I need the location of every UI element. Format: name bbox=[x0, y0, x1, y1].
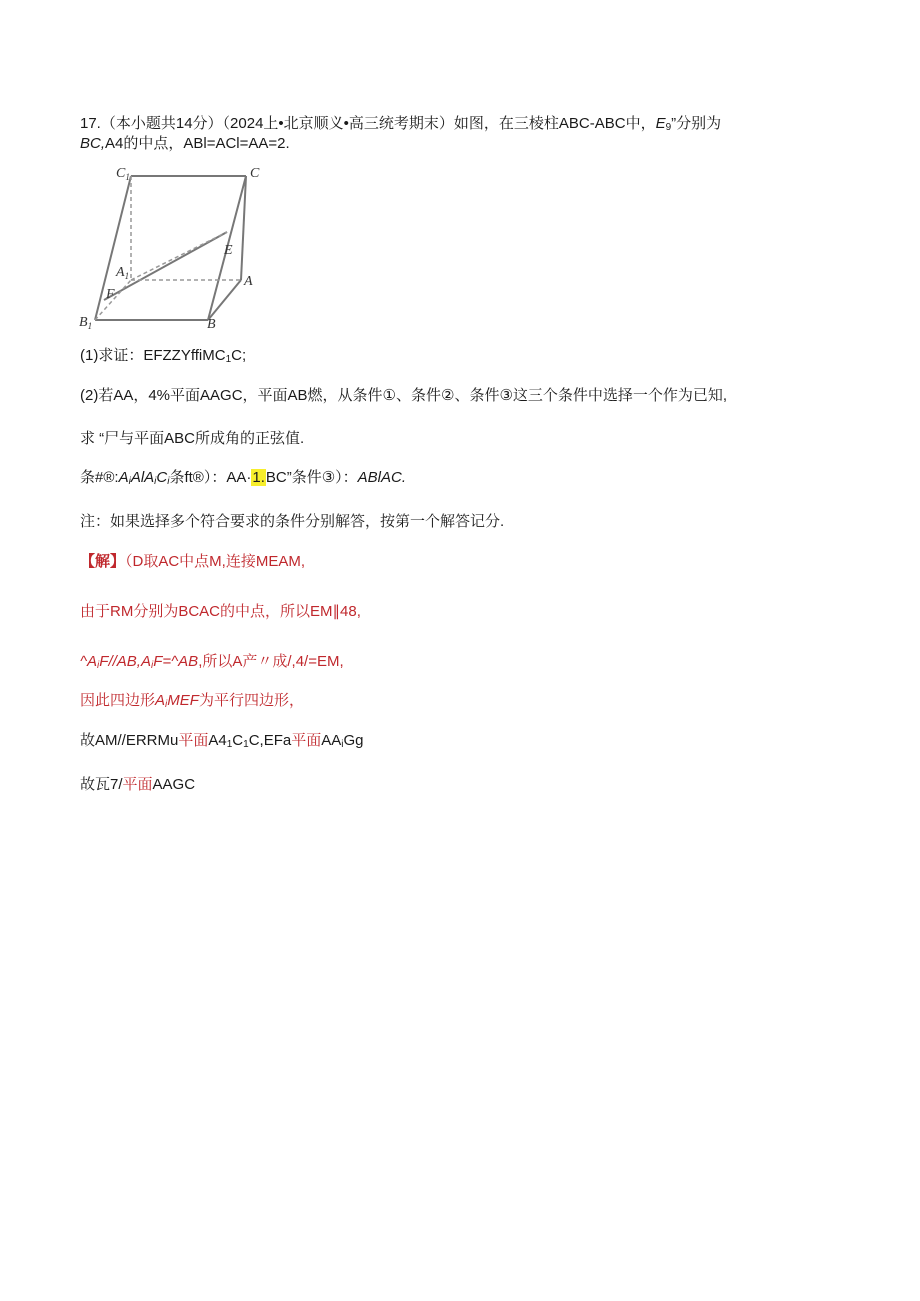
conditions-line: 条$\#®:A_iAlA_iC_i$条ft®）：AA·1.BC”条件③）：ABlAC. bbox=[80, 469, 407, 487]
solution-line-3: $\^{}A_iF//AB,A_iF=\^{}AB$,所以A产〃成/,4/=EM, bbox=[80, 653, 344, 671]
question-2: (2)若AA，4%平面AAGC，平面AB燃，从条件①、条件②、条件③这三个条件中选择一个作为已知, bbox=[80, 387, 728, 404]
question-2-cont: 求 “尸与平面ABC所成角的正弦值. bbox=[80, 430, 305, 447]
problem-text: 17.（本小题共14分）（2024上•北京顺义•高三统考期末）如图，在三棱柱ABC-ABC中， bbox=[80, 115, 656, 132]
label-b1: $B_1$ bbox=[79, 315, 93, 331]
label-c1: $C_1$ bbox=[116, 166, 130, 182]
problem-line-2 bbox=[80, 134, 290, 154]
label-f: F bbox=[106, 287, 115, 302]
solution-label: 【解】 bbox=[80, 553, 126, 570]
solution-line-4: 因此四边形$A_iMEF$为平行四边形， bbox=[80, 692, 304, 710]
solution-line-2: 由于RM分别为BCAC的中点，所以EM∥48, bbox=[80, 603, 361, 620]
label-e: E bbox=[224, 243, 233, 258]
solution-line-5: 故AM//ERRMu平面$A4_1C_1C,EFa$平面$AA_iGg$ bbox=[80, 732, 364, 750]
segment-a1-e-dashed bbox=[131, 232, 227, 280]
solution-line-1: 【解】（D取AC中点M,连接MEAM, bbox=[80, 553, 306, 570]
label-a: A bbox=[244, 274, 253, 289]
prism-figure bbox=[76, 160, 266, 332]
label-b: B bbox=[207, 317, 216, 332]
label-a1: $A_1$ bbox=[116, 265, 130, 281]
highlight-mark: 1. bbox=[252, 469, 265, 486]
note-line: 注：如果选择多个符合要求的条件分别解答，按第一个解答记分. bbox=[80, 513, 505, 530]
question-1: (1)求证：EFZZYffiMC$_1$C; bbox=[80, 347, 247, 365]
problem-var-e: E bbox=[655, 115, 666, 132]
problem-text-tail: ”分别为 bbox=[671, 115, 722, 132]
solution-line-6: 故瓦7/平面AAGC bbox=[80, 776, 196, 793]
label-c: C bbox=[250, 166, 260, 181]
problem-line-1 bbox=[80, 114, 721, 134]
problem-sub: 9 bbox=[665, 122, 672, 133]
problem-text-2: A4的中点，ABl=ACl=AA=2. bbox=[105, 135, 290, 152]
problem-var-bc: BC, bbox=[80, 135, 106, 152]
